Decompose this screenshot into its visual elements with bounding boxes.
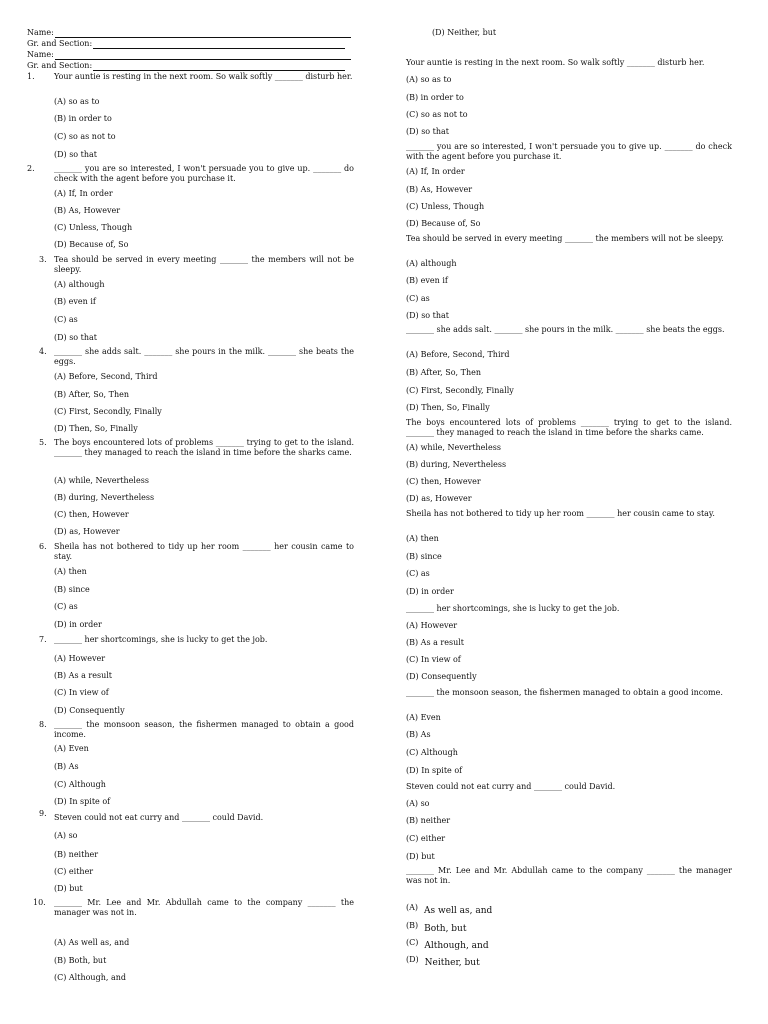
choice[interactable]: (D) Then, So, Finally xyxy=(406,403,490,412)
choice[interactable]: (C) Although xyxy=(54,780,106,789)
choice[interactable]: (B) As xyxy=(54,762,79,771)
choice[interactable]: (D) In spite of xyxy=(406,766,463,775)
choice[interactable]: (B) in order to xyxy=(406,93,464,102)
choice[interactable]: (A) although xyxy=(406,259,457,268)
choice[interactable]: (C) then, However xyxy=(54,510,129,519)
choice[interactable]: (C) Although xyxy=(406,748,458,757)
choice[interactable]: (D) so that xyxy=(54,333,98,342)
choice[interactable]: (B) during, Nevertheless xyxy=(406,460,507,469)
question-text: _______ you are so interested, I won't persuade you to give up. _______ do check with the agent before you purchase it. xyxy=(406,142,732,161)
section-label: Gr. and Section: xyxy=(27,61,93,70)
question-text: Your auntie is resting in the next room. So walk softly _______ disturb her. xyxy=(54,72,353,81)
question-number: 10. xyxy=(33,898,46,907)
choice[interactable]: (C) In view of xyxy=(54,688,109,697)
question-text: _______ Mr. Lee and Mr. Abdullah came to the company _______ the manager was not in. xyxy=(406,866,732,885)
choice[interactable]: (D) Consequently xyxy=(406,672,477,681)
question-text: Sheila has not bothered to tidy up her room _______ her cousin came to stay. xyxy=(54,542,354,561)
choice[interactable] xyxy=(406,921,467,934)
left-column xyxy=(27,0,357,1024)
choice[interactable]: (C) as xyxy=(406,569,430,578)
choice[interactable]: (B) since xyxy=(406,552,442,561)
choice[interactable]: (A) while, Nevertheless xyxy=(54,476,149,485)
question-text: Steven could not eat curry and _______ could David. xyxy=(406,782,616,791)
choice[interactable]: (A) so as to xyxy=(54,97,100,106)
question-text: _______ Mr. Lee and Mr. Abdullah came to the company _______ the manager was not in. xyxy=(54,898,354,917)
choice-text: Both, but xyxy=(424,924,467,934)
choice[interactable]: (C) either xyxy=(406,834,446,843)
choice[interactable]: (D) in order xyxy=(406,587,454,596)
choice[interactable]: (B) As, However xyxy=(406,185,473,194)
choice[interactable]: (D) Neither, but xyxy=(432,28,497,37)
choice[interactable]: (B) since xyxy=(54,585,90,594)
question-text: _______ the monsoon season, the fishermen managed to obtain a good income. xyxy=(54,720,354,739)
choice[interactable]: (D) so that xyxy=(406,311,450,320)
question-text: _______ you are so interested, I won't persuade you to give up. _______ do check with the agent before you purchase it. xyxy=(54,164,354,183)
choice[interactable]: (B) in order to xyxy=(54,114,112,123)
choice[interactable]: (C) First, Secondly, Finally xyxy=(54,407,162,416)
choice[interactable]: (A) so xyxy=(54,831,78,840)
question-number: 8. xyxy=(39,720,47,729)
question-text: Sheila has not bothered to tidy up her room _______ her cousin came to stay. xyxy=(406,509,715,518)
choice-text: Although, and xyxy=(424,941,489,951)
choice[interactable]: (B) As xyxy=(406,730,431,739)
choice[interactable]: (B) even if xyxy=(406,276,448,285)
section-label: Gr. and Section: xyxy=(27,39,93,48)
choice[interactable]: (C) then, However xyxy=(406,477,481,486)
choice[interactable]: (A) Before, Second, Third xyxy=(54,372,158,381)
choice[interactable]: (B) Both, but xyxy=(54,956,107,965)
choice[interactable]: (B) As a result xyxy=(406,638,464,647)
choice[interactable]: (A) so xyxy=(406,799,430,808)
choice-text: Neither, but xyxy=(424,958,480,968)
choice[interactable]: (D) as, However xyxy=(54,527,120,536)
question-text: _______ her shortcomings, she is lucky to get the job. xyxy=(406,604,620,613)
choice[interactable]: (B) neither xyxy=(54,850,99,859)
choice[interactable]: (D) but xyxy=(406,852,435,861)
name-line xyxy=(27,50,357,60)
section-blank xyxy=(93,40,345,49)
choice[interactable]: (C) In view of xyxy=(406,655,461,664)
choice[interactable]: (C) Although, and xyxy=(54,973,126,982)
choice[interactable]: (A) although xyxy=(54,280,105,289)
question-text: Steven could not eat curry and _______ could David. xyxy=(54,813,264,822)
choice[interactable]: (B) neither xyxy=(406,816,451,825)
question-number: 7. xyxy=(39,635,47,644)
choice[interactable]: (C) so as not to xyxy=(406,110,468,119)
choice[interactable]: (A) If, In order xyxy=(54,189,113,198)
choice[interactable]: (D) so that xyxy=(406,127,450,136)
choice[interactable]: (C) as xyxy=(54,315,78,324)
choice[interactable]: (D) In spite of xyxy=(54,797,111,806)
choice[interactable]: (A) then xyxy=(406,534,439,543)
choice[interactable]: (D) Because of, So xyxy=(54,240,129,249)
choice-text: As well as, and xyxy=(424,906,493,916)
choice-letter: (C) xyxy=(406,938,419,947)
question-number: 4. xyxy=(39,347,47,356)
choice[interactable]: (A) However xyxy=(406,621,458,630)
choice[interactable]: (D) Because of, So xyxy=(406,219,481,228)
right-column xyxy=(406,0,736,1024)
choice[interactable]: (A) then xyxy=(54,567,87,576)
question-number: 9. xyxy=(39,809,47,818)
choice[interactable]: (D) so that xyxy=(54,150,98,159)
choice[interactable] xyxy=(406,955,480,968)
choice[interactable]: (C) so as not to xyxy=(54,132,116,141)
choice-letter: (A) xyxy=(406,903,419,912)
choice[interactable]: (D) Consequently xyxy=(54,706,125,715)
choice[interactable]: (A) while, Nevertheless xyxy=(406,443,501,452)
section-blank xyxy=(93,62,345,71)
choice[interactable]: (A) Even xyxy=(406,713,441,722)
question-number: 1. xyxy=(27,72,35,81)
question-text: Tea should be served in every meeting _______ the members will not be sleepy. xyxy=(406,234,724,243)
choice[interactable]: (B) As a result xyxy=(54,671,112,680)
choice-letter: (D) xyxy=(406,955,419,964)
section-line xyxy=(27,39,357,49)
question-text: Tea should be served in every meeting _______ the members will not be sleepy. xyxy=(54,255,354,274)
choice[interactable]: (D) but xyxy=(54,884,83,893)
question-text: The boys encountered lots of problems _______ trying to get to the island. _______ they managed to reach the island in time before the sharks came. xyxy=(406,418,732,437)
name-label: Name: xyxy=(27,50,54,59)
choice[interactable]: (A) so as to xyxy=(406,75,452,84)
choice[interactable]: (A) However xyxy=(54,654,106,663)
name-line xyxy=(27,28,357,38)
choice[interactable]: (A) As well as, and xyxy=(54,938,130,947)
choice[interactable]: (C) Unless, Though xyxy=(54,223,133,232)
section-line xyxy=(27,61,357,71)
choice[interactable]: (C) Unless, Though xyxy=(406,202,485,211)
question-number: 6. xyxy=(39,542,47,551)
choice[interactable]: (D) Then, So, Finally xyxy=(54,424,138,433)
choice[interactable]: (D) as, However xyxy=(406,494,472,503)
choice[interactable]: (D) in order xyxy=(54,620,102,629)
choice[interactable]: (A) Even xyxy=(54,744,89,753)
question-text: Your auntie is resting in the next room. So walk softly _______ disturb her. xyxy=(406,58,705,67)
question-text: _______ her shortcomings, she is lucky to get the job. xyxy=(54,635,268,644)
choice[interactable]: (B) even if xyxy=(54,297,96,306)
choice[interactable] xyxy=(406,938,489,951)
choice[interactable]: (C) as xyxy=(406,294,430,303)
name-blank xyxy=(55,29,351,38)
choice[interactable]: (C) as xyxy=(54,602,78,611)
choice[interactable]: (C) either xyxy=(54,867,94,876)
question-text: _______ she adds salt. _______ she pours in the milk. _______ she beats the eggs. xyxy=(54,347,354,366)
choice[interactable]: (B) during, Nevertheless xyxy=(54,493,155,502)
choice[interactable]: (B) After, So, Then xyxy=(406,368,481,377)
question-text: _______ the monsoon season, the fishermen managed to obtain a good income. xyxy=(406,688,723,697)
question-text: The boys encountered lots of problems _______ trying to get to the island. _______ they managed to reach the island in time before the sharks came. xyxy=(54,438,354,457)
question-number: 3. xyxy=(39,255,47,264)
choice-letter: (B) xyxy=(406,921,419,930)
choice[interactable]: (C) First, Secondly, Finally xyxy=(406,386,514,395)
choice[interactable] xyxy=(406,903,493,916)
name-blank xyxy=(55,51,351,60)
question-text: _______ she adds salt. _______ she pours in the milk. _______ she beats the eggs. xyxy=(406,325,725,334)
choice[interactable]: (B) As, However xyxy=(54,206,121,215)
question-number: 2. xyxy=(27,164,35,173)
choice[interactable]: (A) If, In order xyxy=(406,167,465,176)
name-label: Name: xyxy=(27,28,54,37)
choice[interactable]: (A) Before, Second, Third xyxy=(406,350,510,359)
choice[interactable]: (B) After, So, Then xyxy=(54,390,129,399)
question-number: 5. xyxy=(39,438,47,447)
